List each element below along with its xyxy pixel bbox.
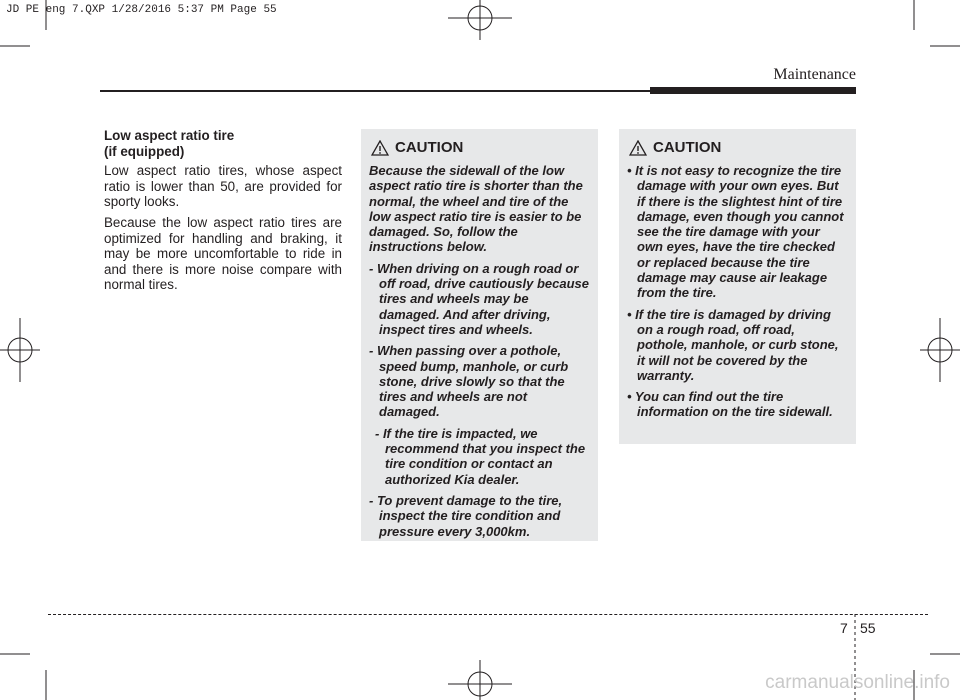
watermark: carmanualsonline.info [765,672,950,693]
section-title: Maintenance [773,66,856,83]
crosshair-registration-icon [920,318,960,382]
caution-bullet: • It is not easy to recognize the tire damage with your own eyes. But if there is the slightest hint of tire damage, even though you cannot see the tire damage with your own eyes, have the tire checked or replaced because the tire damage may cause air leakage from the tire. [627,163,844,301]
caution-item: - When passing over a pothole, speed bump, manhole, or curb stone, drive slowly so that the tires and wheels are not damaged. [369,343,569,420]
chapter-number: 7 [840,620,848,636]
caution-body [627,163,848,426]
header-rule-accent [650,87,856,94]
caution-bullet: • You can find out the tire information on the tire sidewall. [627,389,833,420]
caution-item: - If the tire is impacted, we recommend that you inspect the tire condition or contact an authorized Kia dealer. [375,425,586,487]
heading-line-1: Low aspect ratio tire [104,128,235,143]
warning-triangle-icon [629,140,647,156]
caution-item: - When driving on a rough road or off road, drive cautiously because tires and wheels may be damaged. And after driving, inspect tires and wheels. [369,260,589,337]
crosshair-registration-icon [448,660,512,700]
crosshair-registration-icon [0,318,40,382]
page-number: 55 [860,620,876,636]
left-column [104,128,342,298]
header-rule [100,90,650,92]
caution-box-1 [361,129,598,541]
crosshair-registration-icon [448,0,512,40]
caution-title: CAUTION [653,139,722,156]
paragraph-2: Because the low aspect ratio tires are optimized for handling and braking, it may be more uncomfortable to ride in and there is more noise compare with normal tires. [104,214,342,293]
footer-rule [48,614,928,615]
warning-triangle-icon [371,140,389,156]
caution-intro: Because the sidewall of the low aspect ratio tire is shorter than the normal, the wheel and tire of the low aspect ratio tire is easier to be damaged. So, follow the instructions below. [369,163,583,255]
caution-body [369,163,590,545]
caution-bullet: • If the tire is damaged by driving on a rough road, off road, pothole, manhole, or curb stone, it will not be covered by the warranty. [627,306,839,383]
caution-item: - To prevent damage to the tire, inspect the tire condition and pressure every 3,000km. [369,492,563,539]
section-heading [104,128,342,159]
heading-line-2: (if equipped) [104,143,185,159]
print-slug-header: JD PE eng 7.QXP 1/28/2016 5:37 PM Page 55 [6,4,277,16]
caution-box-2 [619,129,856,444]
caution-title: CAUTION [395,139,464,156]
paragraph-1: Low aspect ratio tires, whose aspect ratio is lower than 50, are provided for sporty looks. [104,163,342,210]
